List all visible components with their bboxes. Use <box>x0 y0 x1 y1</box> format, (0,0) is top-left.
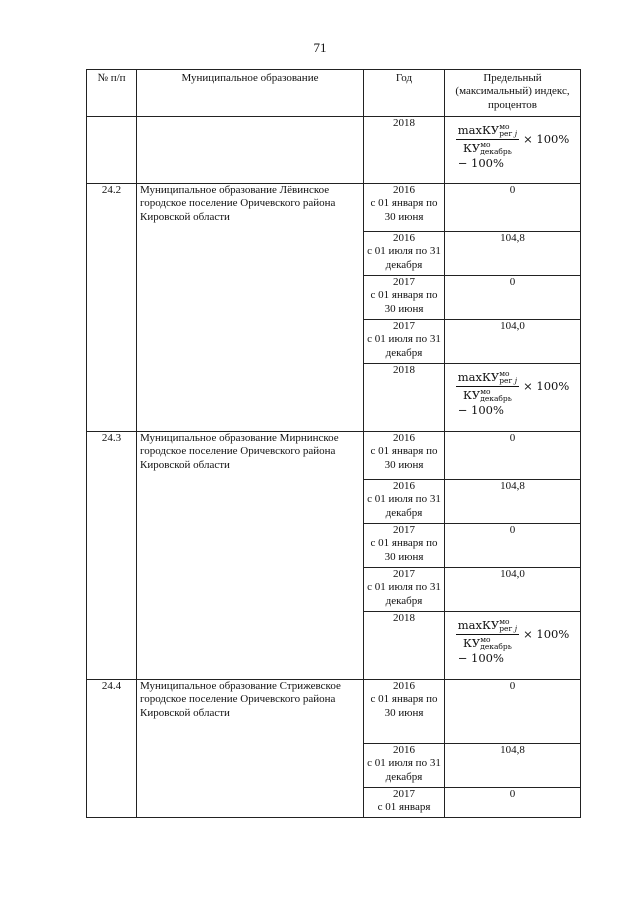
row-index-value: 104,8 <box>445 744 581 788</box>
period-range: с 01 января по 30 июня <box>370 693 438 719</box>
formula-fraction <box>456 123 519 156</box>
period-range: с 01 января по 30 июня <box>370 197 438 223</box>
row-year <box>364 744 445 788</box>
row-index-value: 104,0 <box>445 320 581 364</box>
formula-fraction <box>456 618 519 651</box>
table-row <box>87 432 581 480</box>
row-year <box>364 432 445 480</box>
row-index-value: 104,8 <box>445 232 581 276</box>
year-value: 2017 <box>393 788 415 800</box>
period-range: с 01 января по 30 июня <box>370 445 438 471</box>
year-value: 2016 <box>393 184 415 196</box>
row-num: 24.2 <box>87 184 137 432</box>
row-year <box>364 788 445 818</box>
year-value: 2017 <box>393 276 415 288</box>
year-value: 2016 <box>393 680 415 692</box>
formula-times: × 100% <box>523 379 570 394</box>
table-row <box>87 184 581 232</box>
row-year <box>364 524 445 568</box>
row-index-formula <box>445 612 581 680</box>
row-year <box>364 320 445 364</box>
formula-denominator: КУмо декабрь <box>462 140 512 156</box>
year-value: 2018 <box>393 117 415 129</box>
page-number: 71 <box>313 40 327 55</box>
year-value: 2016 <box>393 432 415 444</box>
period-range: с 01 июля по 31 декабря <box>367 333 441 359</box>
row-year <box>364 184 445 232</box>
table-header-row <box>87 70 581 117</box>
row-year <box>364 276 445 320</box>
row-municipality: Муниципальное образование Стрижевское городское поселение Оричевского района Кировской области <box>137 680 364 818</box>
row-year <box>364 364 445 432</box>
table-row <box>87 680 581 744</box>
formula-denominator: КУмо декабрь <box>462 635 512 651</box>
period-range: с 01 июля по 31 декабря <box>367 757 441 783</box>
year-value: 2016 <box>393 744 415 756</box>
row-index-value: 0 <box>445 184 581 232</box>
row-index-formula <box>445 364 581 432</box>
formula-times: × 100% <box>523 132 570 147</box>
formula-times: × 100% <box>523 627 570 642</box>
formula-numerator: maxКУмо рег j <box>457 369 518 385</box>
period-range: с 01 января по 30 июня <box>370 537 438 563</box>
formula-minus: − 100% <box>457 650 504 665</box>
row-year <box>364 480 445 524</box>
row-year <box>364 232 445 276</box>
year-value: 2016 <box>393 232 415 244</box>
formula-minus: − 100% <box>457 155 504 170</box>
header-index: Предельный (максимальный) индекс, процентов <box>445 70 581 117</box>
period-range: с 01 июля по 31 декабря <box>367 581 441 607</box>
row-index-value: 0 <box>445 276 581 320</box>
table-body <box>87 117 581 818</box>
row-index-value: 0 <box>445 524 581 568</box>
row-index-value: 104,0 <box>445 568 581 612</box>
row-municipality: Муниципальное образование Лёвинское городское поселение Оричевского района Кировской области <box>137 184 364 432</box>
index-formula <box>456 123 570 170</box>
formula-denominator: КУмо декабрь <box>462 387 512 403</box>
index-formula <box>456 370 570 417</box>
row-num: 24.3 <box>87 432 137 680</box>
tariff-index-table <box>86 69 581 818</box>
row-index-value: 0 <box>445 680 581 744</box>
formula-numerator: maxКУмо рег j <box>457 617 518 633</box>
row-num: 24.4 <box>87 680 137 818</box>
row-index-value: 104,8 <box>445 480 581 524</box>
period-range: с 01 июля по 31 декабря <box>367 245 441 271</box>
year-value: 2018 <box>393 364 415 376</box>
year-value: 2018 <box>393 612 415 624</box>
year-value: 2017 <box>393 320 415 332</box>
row-index-value: 0 <box>445 432 581 480</box>
formula-numerator: maxКУмо рег j <box>457 122 518 138</box>
row-year <box>364 612 445 680</box>
row-municipality: Муниципальное образование Мирнинское городское поселение Оричевского района Кировской области <box>137 432 364 680</box>
year-value: 2017 <box>393 568 415 580</box>
period-range: с 01 июля по 31 декабря <box>367 493 441 519</box>
table-row <box>87 117 581 184</box>
year-value: 2017 <box>393 524 415 536</box>
row-index-formula <box>445 117 581 184</box>
formula-fraction <box>456 370 519 403</box>
row-year <box>364 680 445 744</box>
row-index-value: 0 <box>445 788 581 818</box>
formula-minus: − 100% <box>457 402 504 417</box>
header-year: Год <box>364 70 445 117</box>
period-range: с 01 января по 30 июня <box>370 289 438 315</box>
row-year <box>364 117 445 184</box>
index-formula <box>456 618 570 665</box>
year-value: 2016 <box>393 480 415 492</box>
header-municipality: Муниципальное образование <box>137 70 364 117</box>
row-year <box>364 568 445 612</box>
header-num: № п/п <box>87 70 137 117</box>
period-range: с 01 января <box>377 801 431 814</box>
row-num <box>87 117 137 184</box>
row-municipality <box>137 117 364 184</box>
